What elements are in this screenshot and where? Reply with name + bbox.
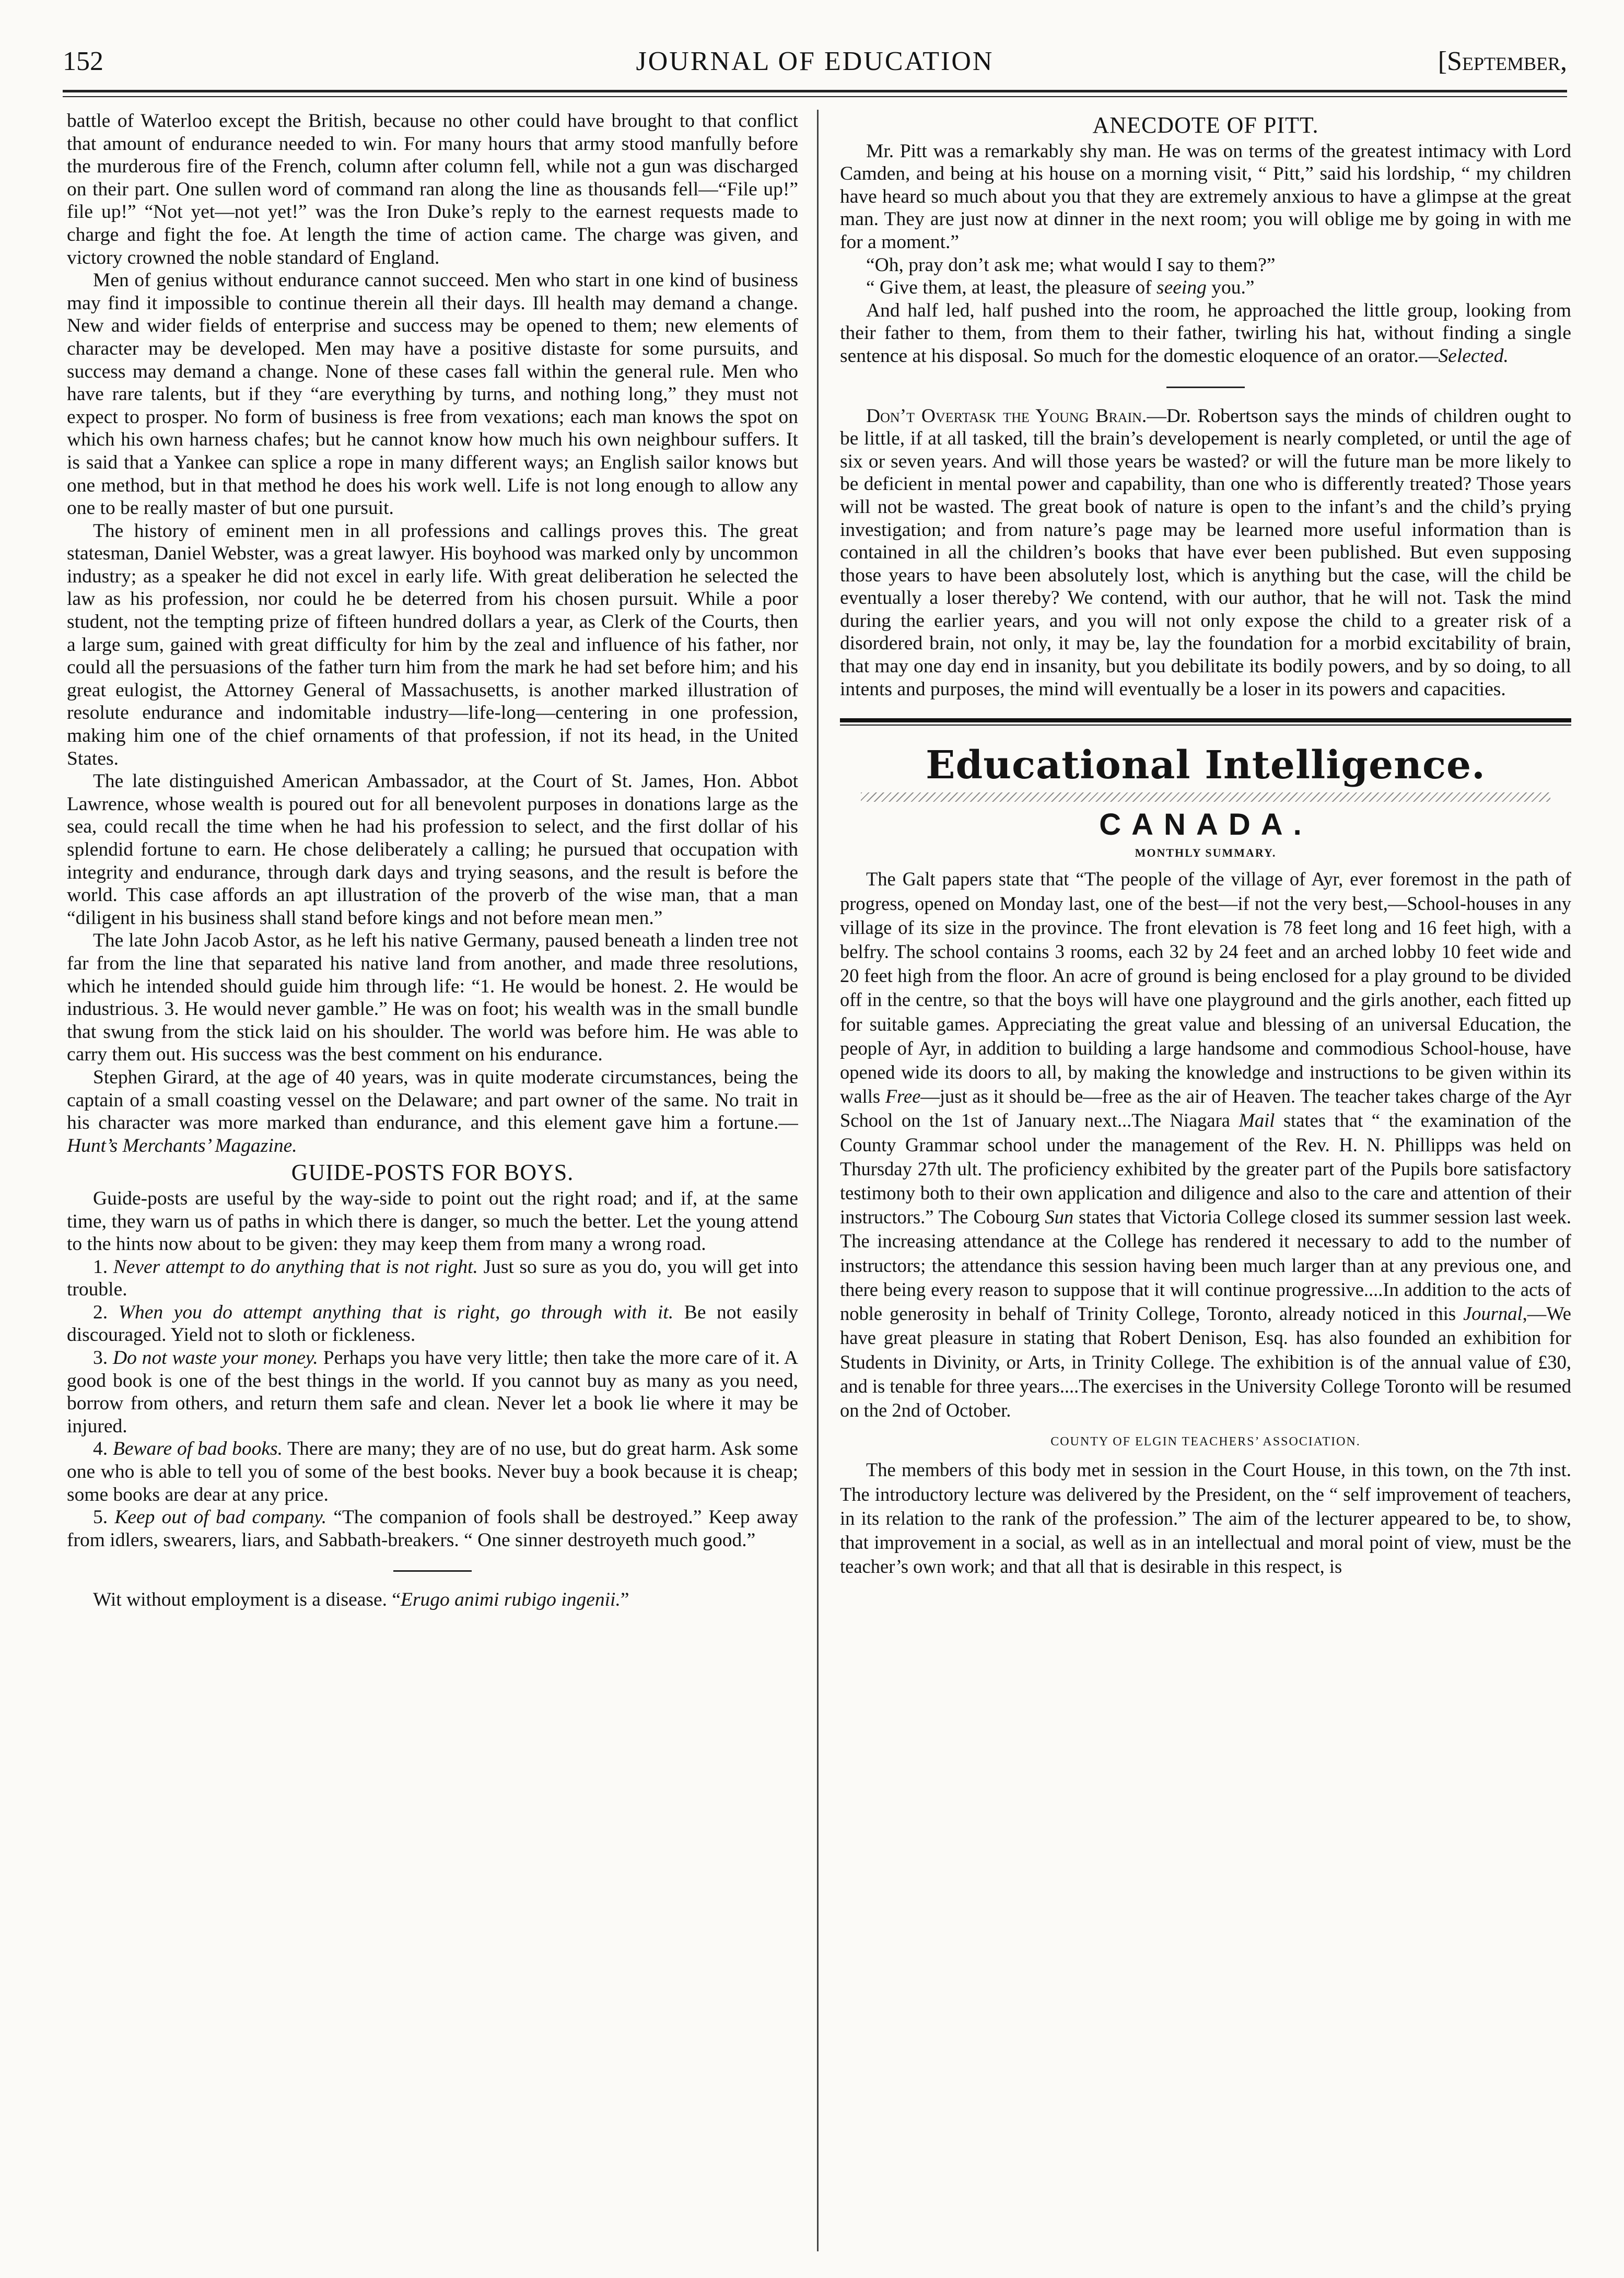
text-run: you.” bbox=[1206, 277, 1255, 299]
elgin-paragraph: The members of this body met in session in the Court House, in this town, on the 7th inst. The introductory lecture was delivered by the President, on the “ self improvement of teachers, in its relation to the rank of the profession.” The aim of the lecturer appeared to be, to show, that improvement in a social, as well as in an intellectual and moral point of view, must be the teacher’s own work; and that all that is desirable in this respect, is bbox=[840, 1459, 1571, 1578]
paragraph: The history of eminent men in all professions and callings proves this. The great statesman, Daniel Webster, was a great lawyer. His boyhood was marked only by uncommon industry; as a speaker he did not excel in early life. With great deliberation he selected the law as his profession, nor could he be deterred from his chosen pursuit. While a poor student, not the tempting prize of fifteen hundred dollars a year, as Clerk of the Courts, then a large sum, gained with great difficulty for him by the zeal and influence of his father, nor could all the persuasions of the father turn him from the mark he had set before him; and his great eulogist, the Attorney General of Massachusetts, is another marked illustration of resolute endurance and indomitable industry—life-long—centering in one profession, making him one of the chief ornaments of that profession, if not its head, in the United States. bbox=[67, 520, 798, 769]
summary-paragraph bbox=[840, 867, 1571, 1422]
page-number: 152 bbox=[63, 46, 103, 76]
guide-rule: When you do attempt anything that is right, go through with it. bbox=[118, 1301, 674, 1323]
emphasis: Mail bbox=[1239, 1109, 1275, 1131]
paragraph: The late distinguished American Ambassador, at the Court of St. James, Hon. Abbot Lawrence, whose wealth is poured out for all benevolent purposes in donations large as the sea, could recall the time when he had his profession to select, and the first dollar of his splendid fortune to earn. He chose deliberately a calling; he pursued that occupation with integrity and endurance, through dark days and trying seasons, and the result is before the world. This case affords an apt illustration of the proverb of the wise man, that a man “diligent in his business shall stand before kings and not before mean men.” bbox=[67, 770, 798, 929]
paragraph: battle of Waterloo except the British, because no other could have brought to that conflict that amount of endurance needed to win. For many hours that army stood manfully before the murderous fire of the French, column after column fell, while not a gun was discharged on their part. One sullen word of command ran along the line as thousands fell—“File up!” file up!” “Not yet—not yet!” was the Iron Duke’s reply to the earnest requests made to charge and fight the foe. At length the time of action came. The charge was given, and victory crowned the noble standard of England. bbox=[67, 110, 798, 268]
header-rule bbox=[63, 90, 1567, 92]
guide-text: There are many; they are of no use, but do great harm. Ask some one who is able to tell you of some of the best books. Never buy a book because it is cheap; some books are dear at any price. bbox=[67, 1438, 798, 1505]
emphasis: Sun bbox=[1045, 1206, 1074, 1228]
guide-item bbox=[67, 1347, 798, 1438]
source-credit: Selected. bbox=[1438, 345, 1509, 367]
guide-item bbox=[67, 1256, 798, 1301]
guide-rule: Keep out of bad company. bbox=[114, 1506, 327, 1528]
emphasis: Free bbox=[885, 1085, 921, 1107]
right-column bbox=[840, 110, 1571, 2251]
wit-text: Wit without employment is a disease. “ bbox=[93, 1589, 401, 1611]
left-column bbox=[67, 110, 798, 2251]
month-label: [September, bbox=[1438, 46, 1567, 76]
wavy-rule bbox=[861, 792, 1550, 802]
wit-close: ” bbox=[620, 1589, 629, 1611]
journal-title: JOURNAL OF EDUCATION bbox=[636, 46, 994, 76]
emphasis: Journal bbox=[1463, 1303, 1523, 1325]
guide-text: Just so sure as you do, you will get into trouble. bbox=[67, 1256, 798, 1301]
source-credit: Hunt’s Merchants’ Magazine. bbox=[67, 1135, 297, 1156]
item-number: 2. bbox=[93, 1301, 119, 1323]
brain-paragraph bbox=[840, 405, 1571, 701]
paragraph-girard bbox=[67, 1066, 798, 1157]
elgin-heading: COUNTY OF ELGIN TEACHERS’ ASSOCIATION. bbox=[1050, 1435, 1361, 1449]
brain-title: Don’t Overtask the Young Brain. bbox=[866, 405, 1147, 427]
guide-item bbox=[67, 1506, 798, 1551]
summary-body bbox=[840, 867, 1571, 1579]
guide-text: Be not easily discouraged. Yield not to sloth or fickleness. bbox=[67, 1301, 798, 1346]
emphasis: seeing bbox=[1156, 277, 1207, 299]
paragraph: Men of genius without endurance cannot succeed. Men who start in one kind of business may find it impossible to continue therein all their days. Ill health may demand a change. New and wider fields of enterprise and success may be opened to them; new elements of character may be developed. Men may have a positive distaste for some pursuits, and success may demand a change. None of these cases fall within the general rule. Men who have rare talents, but if they “are everything by turns, and nothing long,” they must not expect to prosper. No form of business is free from vexations; each man knows the spot on which his own harness chafes; but he cannot know how much his own neighbour suffers. It is said that a Yankee can splice a rope in many different ways; an English sailor knows but one method, but in that method he does his work well. Life is not long enough to allow any one to be really master of but one pursuit. bbox=[67, 270, 798, 519]
guide-item bbox=[67, 1301, 798, 1347]
text-run: “ Give them, at least, the pleasure of bbox=[866, 277, 1157, 299]
monthly-summary-heading: MONTHLY SUMMARY. bbox=[1135, 846, 1277, 859]
item-number: 1. bbox=[93, 1256, 113, 1278]
brain-text: —Dr. Robertson says the minds of children ought to be little, if at all tasked, till the brain’s developement is nearly completed, or until the age of six or seven years. And will those years be wasted? or will the future man be more likely to be deficient in mental power and capability, than one who is differently treated? Those years will not be wasted. The great book of nature is open to the infant’s and the child’s prying investigation; and from nature’s page may be learned more useful information than is contained in all the children’s books that have ever been published. But even supposing those years to have been absolutely lost, which is anything but the case, will the child be eventually a loser thereby? We contend, with our author, that he will not. Task the mind during the earlier years, and you will not only expose the child to a greater risk of a disordered brain, not only, it may be, lay the foundation for a morbid excitability of brain, that may one day end in insanity, but you debilitate its bodily powers, and by so doing, to all intents and purposes, the mind will eventually be a loser in its powers and capacities. bbox=[840, 405, 1571, 700]
item-number: 4. bbox=[93, 1438, 113, 1460]
section-title: Educational Intelligence. bbox=[926, 743, 1486, 788]
guide-rule: Never attempt to do anything that is not right. bbox=[113, 1256, 478, 1278]
paragraph: Mr. Pitt was a remarkably shy man. He was on terms of the greatest intimacy with Lord Camden, and being at his house on a morning visit, “ Pitt,” said his lordship, “ my children have heard so much about you that they are extremely anxious to have a glimpse at the great man. They are just now at dinner in the next room; you will oblige me by going in with me for a moment.” bbox=[840, 140, 1571, 253]
running-header bbox=[63, 46, 1567, 88]
text-run: The Galt papers state that “The people of the village of Ayr, ever foremost in the path of progress, opened on Monday last, one of the best—if not the very best,—School-houses in any village of its size in the province. The front elevation is 78 feet long and 16 feet high, with a belfry. The school contains 3 rooms, each 32 by 24 feet and an arched lobby 10 feet wide and 20 feet high from the floor. An acre of ground is being enclosed for a play ground to be divided off in the centre, so that the boys will have one playground and the girls another, each fitted up for suitable games. Appreciating the great value and blessing of an universal Education, the people of Ayr, in addition to building a large handsome and commodious School-house, have opened wide its doors to all, by making the knowledge and instructions to be given within its walls bbox=[840, 868, 1571, 1107]
guide-posts-title: GUIDE-POSTS FOR BOYS. bbox=[291, 1160, 574, 1186]
item-number: 3. bbox=[93, 1347, 113, 1369]
guide-text: “The companion of fools shall be destroyed.” Keep away from idlers, swearers, liars, and Sabbath-breakers. “ One sinner destroyeth much good.” bbox=[67, 1506, 798, 1551]
section-rule-thin bbox=[840, 725, 1571, 726]
section-rule bbox=[1166, 387, 1245, 388]
text-run: states that “ the examination of the County Grammar school under the management of the Rev. H. N. Phillipps was held on Thursday 27th ult. The proficiency exhibited by the greater part of the Pupils bore satisfactory testimony both to their own application and diligence and also to the care and attention of their instructors.” The Cobourg bbox=[840, 1109, 1571, 1228]
pitt-title: ANECDOTE OF PITT. bbox=[1092, 112, 1319, 138]
guide-intro: Guide-posts are useful by the way-side to point out the right road; and if, at the same time, they warn us of paths in which there is danger, so much the better. Let the young attend to the hints now about to be given: they may keep them from many a wrong road. bbox=[67, 1187, 798, 1255]
wit-paragraph bbox=[67, 1588, 798, 1611]
guide-rule: Beware of bad books. bbox=[112, 1438, 283, 1460]
wit-latin: Erugo animi rubigo ingenii. bbox=[401, 1589, 621, 1611]
region-heading: CANADA. bbox=[1099, 808, 1312, 842]
section-rule bbox=[393, 1570, 472, 1572]
text-run: And half led, half pushed into the room, he approached the little group, looking from their father to them, from them to their father, twirling his hat, without finding a single sentence at his disposal. So much for the domestic eloquence of an orator.— bbox=[840, 299, 1571, 367]
item-number: 5. bbox=[93, 1506, 115, 1528]
text-run: states that Victoria College closed its summer session last week. The increasing attendance at the College has rendered it necessary to add to the number of instructors; the attendance this session having been much larger than at any previous one, and there being every reason to suppose that it will continue progressive....In addition to the acts of noble generosity in behalf of Trinity College, Toronto, already noticed in this bbox=[840, 1206, 1571, 1325]
paragraph bbox=[840, 299, 1571, 368]
text-run: ,—We have great pleasure in stating that Robert Denison, Esq. has also founded an exhibition for Students in Divinity, or Arts, in Trinity College. The exhibition is of the annual value of £30, and is tenable for three years....The exercises in the University College Toronto will be resumed on the 2nd of October. bbox=[840, 1303, 1571, 1421]
section-rule-thick bbox=[840, 718, 1571, 722]
guide-text: Perhaps you have very little; then take the more care of it. A good book is one of the best things in the world. If you cannot buy as many as you need, borrow from others, and return them safe and clean. Never let a book lie where it may be injured. bbox=[67, 1347, 798, 1437]
guide-item bbox=[67, 1438, 798, 1506]
paragraph: “Oh, pray don’t ask me; what would I say to them?” bbox=[866, 254, 1276, 276]
header-rule-thin bbox=[63, 96, 1567, 97]
guide-rule: Do not waste your money. bbox=[113, 1347, 318, 1369]
paragraph bbox=[840, 276, 1571, 299]
paragraph: The late John Jacob Astor, as he left his native Germany, paused beneath a linden tree not far from the line that separated his native land from another, and made three resolutions, which he intended should guide him through life: “1. He would be honest. 2. He would be industrious. 3. He would never gamble.” He was on foot; his wealth was in the small bundle that swung from the stick laid on his shoulder. The world was before him. He was able to carry them out. His success was the best comment on his endurance. bbox=[67, 930, 798, 1066]
paragraph-text: Stephen Girard, at the age of 40 years, was in quite moderate circumstances, being the captain of a small coasting vessel on the Delaware; and part owner of the same. No trait in his character was more marked than endurance, and this element gave him a fortune.— bbox=[67, 1066, 798, 1134]
text-run: —just as it should be—free as the air of Heaven. The teacher takes charge of the Ayr School on the 1st of January next...The Niagara bbox=[840, 1085, 1571, 1131]
column-divider bbox=[817, 110, 819, 2251]
